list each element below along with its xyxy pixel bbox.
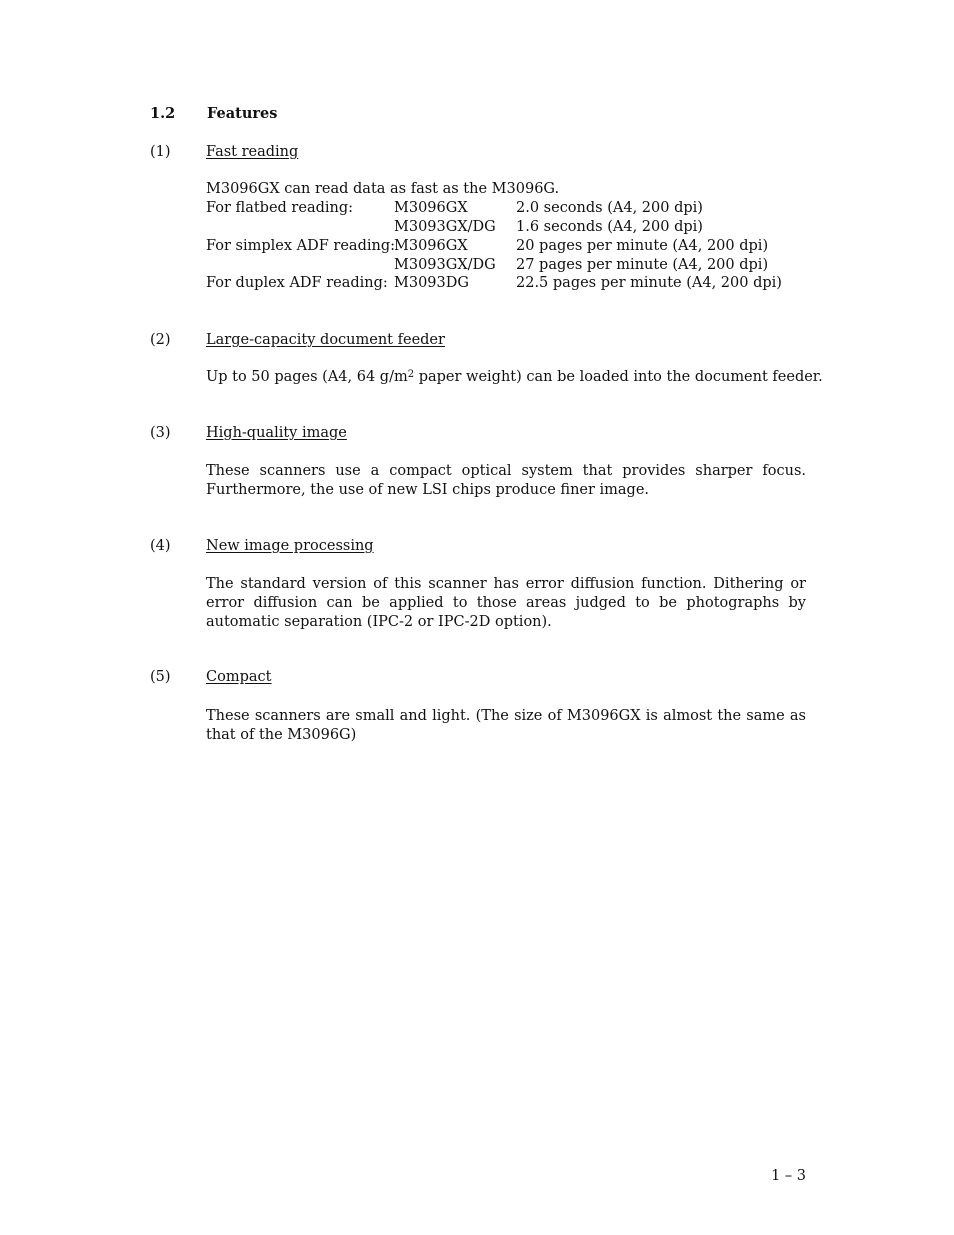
spec-value: 1.6 seconds (A4, 200 dpi) <box>516 219 703 235</box>
item-3-text: These scanners use a compact optical system that provides sharper focus. Furthermore, the use of new LSI chips produce finer image. <box>206 463 806 498</box>
item-2-title: Large-capacity document feeder <box>206 332 445 348</box>
item-2-text-before: Up to 50 pages (A4, 64 g/m <box>206 369 408 385</box>
superscript: 2 <box>407 369 415 380</box>
item-2-text-after: paper weight) can be loaded into the document feeder. <box>414 369 823 385</box>
spec-model: M3093GX/DG <box>394 257 496 273</box>
section-number: 1.2 <box>150 105 176 122</box>
spec-model: M3096GX <box>394 200 468 216</box>
page-number: 1 – 3 <box>771 1168 806 1184</box>
item-2-number: (2) <box>150 332 171 348</box>
spec-label: For duplex ADF reading: <box>206 275 388 291</box>
spec-value: 22.5 pages per minute (A4, 200 dpi) <box>516 275 782 291</box>
item-4-number: (4) <box>150 538 171 554</box>
item-4-text: The standard version of this scanner has error diffusion function. Dithering or error diffusion can be applied to those areas judged to be photographs by automatic separation (IPC-2 or IPC-2D option). <box>206 576 806 630</box>
item-5-title: Compact <box>206 669 272 685</box>
item-1-intro: M3096GX can read data as fast as the M3096G. <box>206 181 560 197</box>
item-1-number: (1) <box>150 144 171 160</box>
spec-model: M3093GX/DG <box>394 219 496 235</box>
spec-model: M3096GX <box>394 238 468 254</box>
spec-label: For simplex ADF reading: <box>206 238 396 254</box>
item-1-title: Fast reading <box>206 144 299 160</box>
spec-value: 27 pages per minute (A4, 200 dpi) <box>516 257 769 273</box>
spec-model: M3093DG <box>394 275 469 291</box>
item-2-text <box>206 368 823 387</box>
item-5-text: These scanners are small and light. (The size of M3096GX is almost the same as that of the M3096G) <box>206 708 806 743</box>
spec-label: For flatbed reading: <box>206 200 354 216</box>
item-4-title: New image processing <box>206 538 374 554</box>
section-title: Features <box>207 105 278 122</box>
item-5-number: (5) <box>150 669 171 685</box>
spec-value: 20 pages per minute (A4, 200 dpi) <box>516 238 769 254</box>
item-3-title: High-quality image <box>206 425 347 441</box>
item-3-number: (3) <box>150 425 171 441</box>
spec-value: 2.0 seconds (A4, 200 dpi) <box>516 200 703 216</box>
